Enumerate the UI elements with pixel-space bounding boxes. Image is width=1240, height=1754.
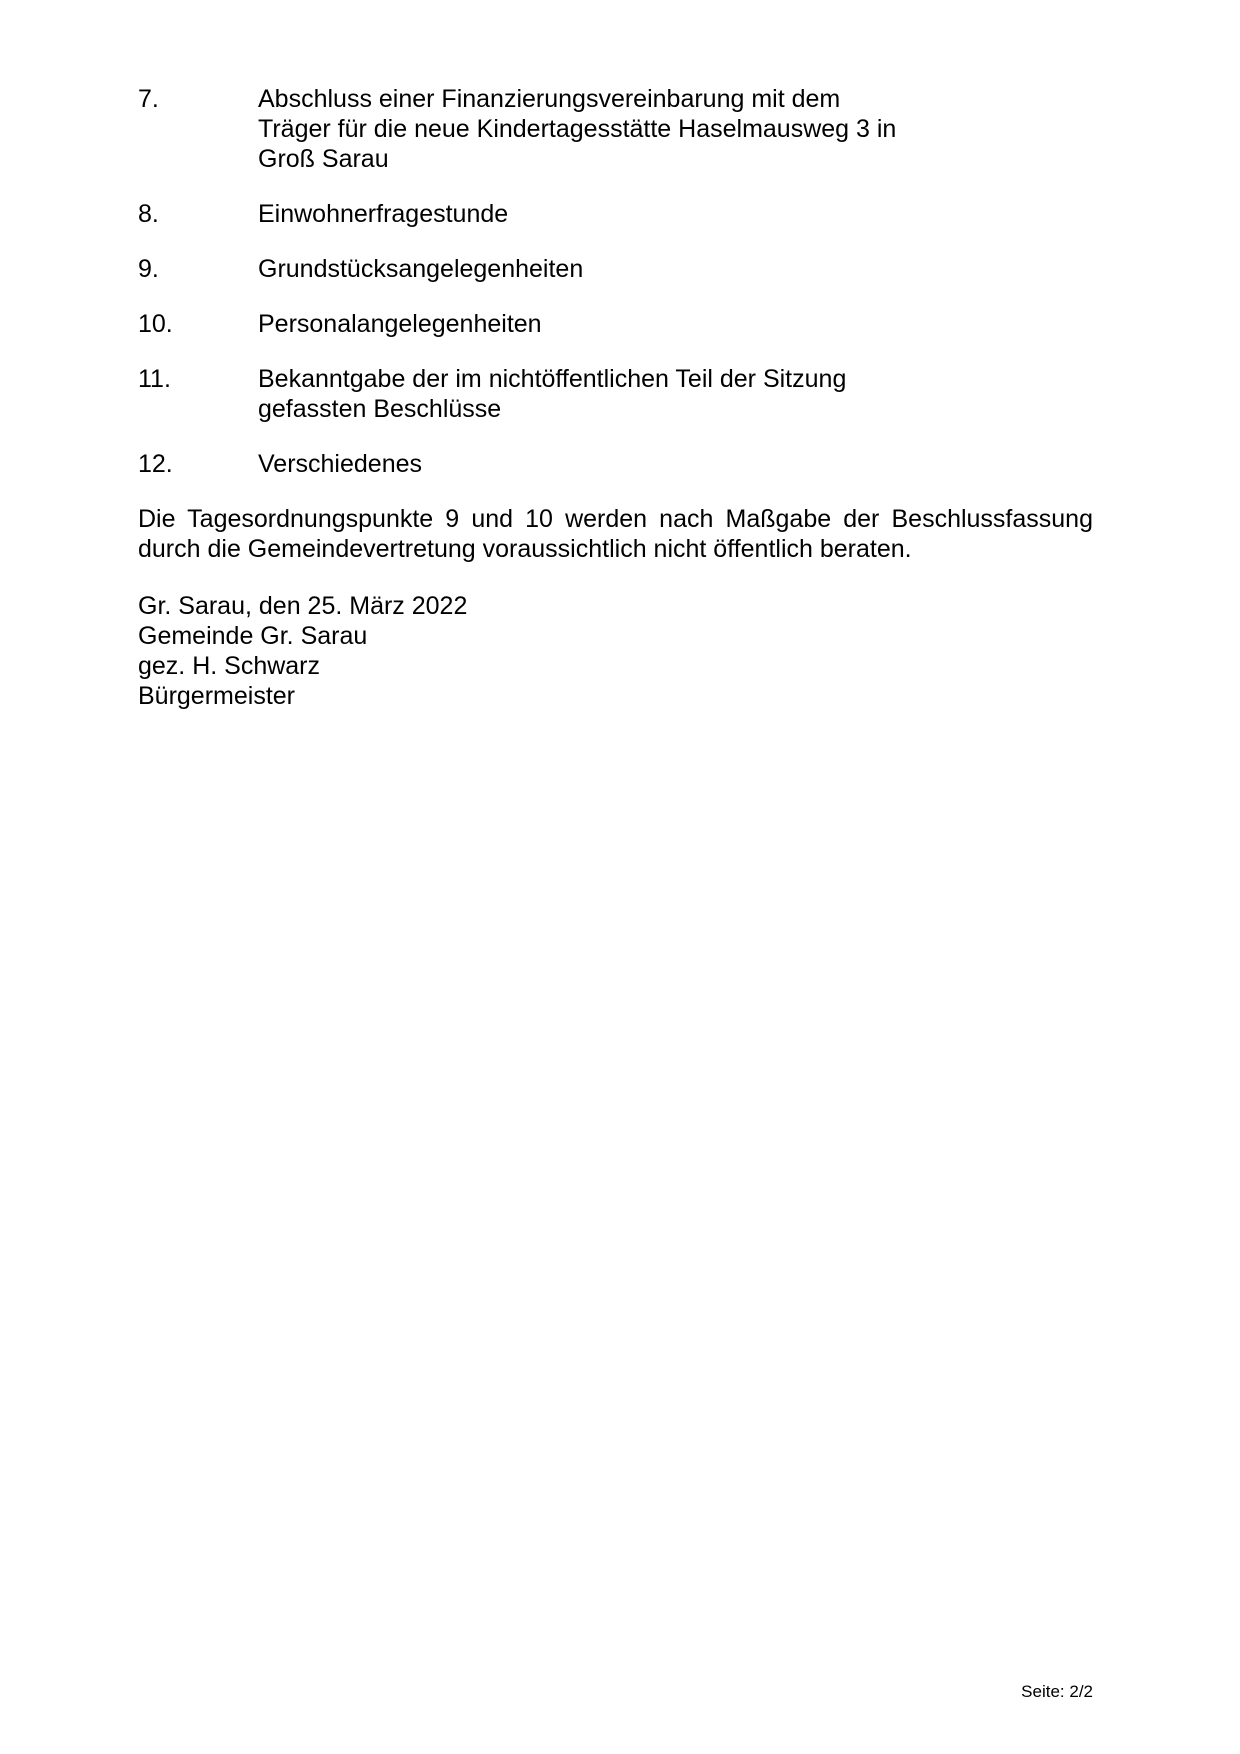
- agenda-item-7: [138, 84, 1093, 174]
- agenda-item-number: 7.: [138, 85, 159, 113]
- agenda-item-number: 9.: [138, 255, 159, 283]
- agenda-item-number: 8.: [138, 200, 159, 228]
- agenda-list: [138, 84, 1093, 479]
- agenda-item-line: Groß Sarau: [258, 145, 389, 173]
- agenda-item-text: [258, 309, 1093, 339]
- agenda-item-line: Einwohnerfragestunde: [258, 200, 509, 228]
- agenda-item-line: Bekanntgabe der im nichtöffentlichen Teil der Sitzung: [258, 365, 847, 393]
- signature-block: [138, 591, 1093, 711]
- non-public-note: [138, 504, 1093, 564]
- agenda-item-12: [138, 449, 1093, 479]
- agenda-item-line: Abschluss einer Finanzierungsvereinbarung mit dem: [258, 85, 841, 113]
- page-number: Seite: 2/2: [1021, 1682, 1093, 1701]
- agenda-item-text: [258, 449, 1093, 479]
- signature-role: Bürgermeister: [138, 682, 295, 710]
- agenda-item-line: Personalangelegenheiten: [258, 310, 542, 338]
- signature-signed-name: gez. H. Schwarz: [138, 652, 321, 680]
- agenda-item-number: 12.: [138, 450, 173, 478]
- note-line: Die Tagesordnungspunkte 9 und 10 werden nach Maßgabe der Beschlussfassung: [138, 505, 1093, 533]
- agenda-item-text: [258, 364, 1093, 424]
- agenda-item-line: Verschiedenes: [258, 450, 423, 478]
- agenda-item-line: Grundstücksangelegenheiten: [258, 255, 584, 283]
- agenda-item-11: [138, 364, 1093, 424]
- note-line: durch die Gemeindevertretung voraussichtlich nicht öffentlich beraten.: [138, 535, 912, 563]
- agenda-item-8: [138, 199, 1093, 229]
- agenda-item-line: Träger für die neue Kindertagesstätte Haselmausweg 3 in: [258, 115, 897, 143]
- agenda-item-text: [258, 254, 1093, 284]
- agenda-item-number: 11.: [138, 365, 171, 393]
- agenda-item-text: [258, 199, 1093, 229]
- agenda-item-9: [138, 254, 1093, 284]
- signature-place-date: Gr. Sarau, den 25. März 2022: [138, 592, 468, 620]
- signature-organization: Gemeinde Gr. Sarau: [138, 622, 368, 650]
- agenda-item-text: [258, 84, 1093, 174]
- agenda-item-line: gefassten Beschlüsse: [258, 395, 502, 423]
- agenda-item-10: [138, 309, 1093, 339]
- agenda-item-number: 10.: [138, 310, 173, 338]
